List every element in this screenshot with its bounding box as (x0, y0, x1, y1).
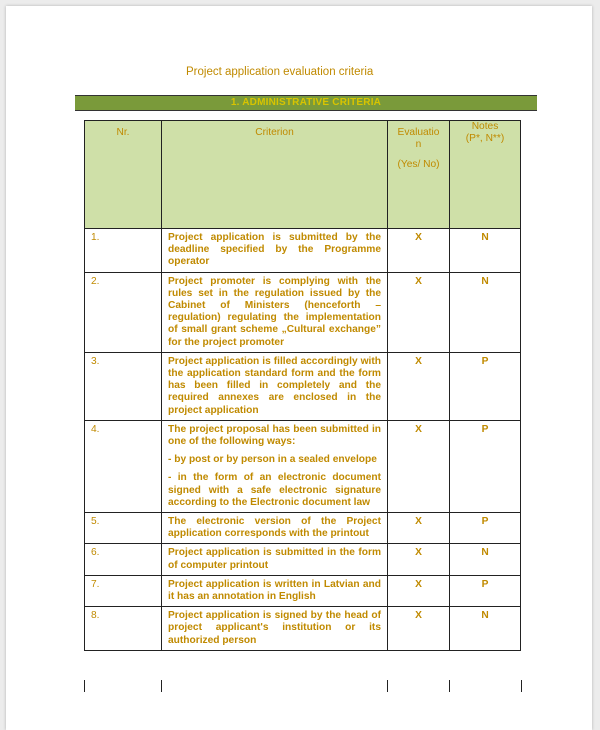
row-notes: N (450, 272, 521, 352)
table-row (85, 544, 521, 575)
criterion-paragraph: Project application is signed by the head of project applicant's institution or its authorized person (168, 610, 381, 646)
criterion-paragraph: Project application is written in Latvian and it has an annotation in English (168, 578, 381, 603)
row-criterion (162, 229, 388, 273)
row-number: 3. (85, 352, 162, 420)
header-notes: Notes (P*, N**) (450, 121, 521, 229)
criterion-paragraph: Project application is filled accordingly with the application standard form and the form has been filled in completely and the required annexes are enclosed in the project application (168, 355, 381, 416)
table-row (85, 352, 521, 420)
row-criterion (162, 352, 388, 420)
row-evaluation: X (388, 420, 450, 512)
table-row (85, 513, 521, 544)
table-row (85, 272, 521, 352)
criterion-paragraph: - in the form of an electronic document signed with a safe electronic signature according to the Electronic document law (168, 472, 381, 508)
row-notes: P (450, 513, 521, 544)
criterion-paragraph: Project application is submitted in the form of computer printout (168, 547, 381, 571)
criterion-paragraph: Project application is submitted by the deadline specified by the Programme operator (168, 232, 381, 268)
row-number: 8. (85, 607, 162, 651)
row-criterion (162, 575, 388, 606)
row-evaluation: X (388, 607, 450, 651)
row-criterion (162, 513, 388, 544)
row-criterion (162, 420, 388, 512)
row-criterion (162, 607, 388, 651)
criterion-paragraph: - by post or by person in a sealed envelope (168, 454, 377, 466)
criterion-paragraph: The electronic version of the Project application corresponds with the printout (168, 516, 381, 540)
table-continuation (84, 680, 521, 692)
row-number: 7. (85, 575, 162, 606)
criterion-paragraph: The project proposal has been submitted in one of the following ways: (168, 423, 381, 448)
row-criterion (162, 272, 388, 352)
table-row (85, 575, 521, 606)
table-row (85, 229, 521, 273)
row-number: 2. (85, 272, 162, 352)
row-evaluation: X (388, 575, 450, 606)
document-title: Project application evaluation criteria (186, 66, 374, 78)
row-notes: P (450, 352, 521, 420)
row-evaluation: X (388, 229, 450, 273)
criterion-paragraph: Project promoter is complying with the rules set in the regulation issued by the Cabinet of Ministers (henceforth – regulation) regulating the implementation of small grant scheme „Cultural exchange” for the project promoter (168, 275, 381, 348)
row-notes: P (450, 420, 521, 512)
table-header-row (85, 121, 521, 229)
row-notes: N (450, 607, 521, 651)
header-evaluation: Evaluatio n (Yes/ No) (388, 121, 450, 229)
table-row (85, 607, 521, 651)
header-number: Nr. (85, 121, 162, 229)
table-row (85, 420, 521, 512)
section-heading: 1. ADMINISTRATIVE CRITERIA (75, 95, 537, 111)
criteria-table (84, 120, 521, 651)
row-number: 6. (85, 544, 162, 575)
row-evaluation: X (388, 352, 450, 420)
row-evaluation: X (388, 544, 450, 575)
row-notes: P (450, 575, 521, 606)
row-evaluation: X (388, 513, 450, 544)
row-evaluation: X (388, 272, 450, 352)
header-criterion: Criterion (162, 121, 388, 229)
row-notes: N (450, 229, 521, 273)
row-number: 4. (85, 420, 162, 512)
row-number: 5. (85, 513, 162, 544)
row-number: 1. (85, 229, 162, 273)
row-criterion (162, 544, 388, 575)
row-notes: N (450, 544, 521, 575)
